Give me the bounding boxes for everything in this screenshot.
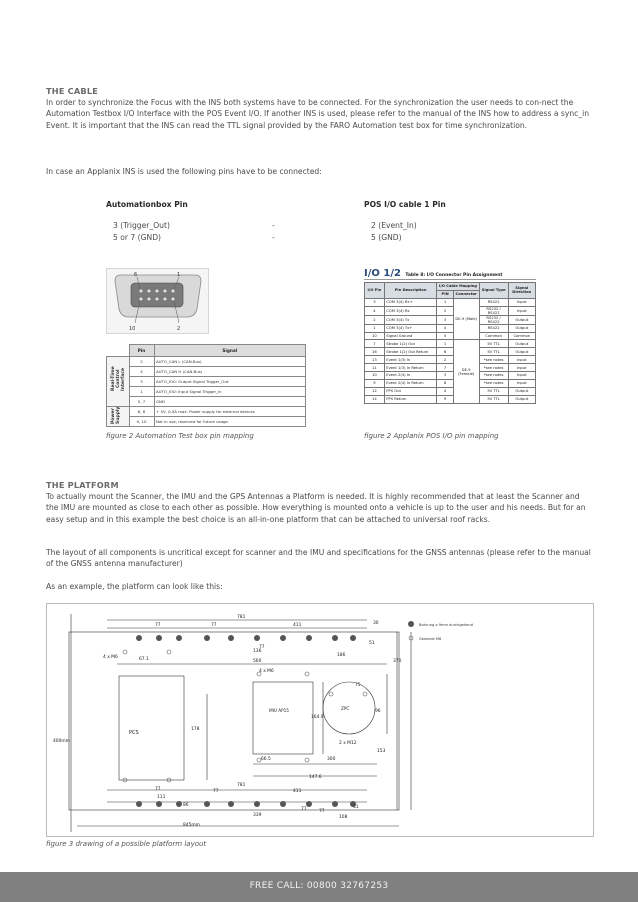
- svg-text:77: 77: [213, 789, 219, 794]
- svg-text:136: 136: [253, 649, 262, 654]
- svg-text:51: 51: [369, 641, 375, 646]
- automation-connector-image: [106, 268, 209, 334]
- cable-paragraph-1: In order to synchronize the Focus with the INS both systems have to be connected. For the synchronization the user needs to con-nect the Automation Testbox I/O Interface with the POS Event I/O. If another INS is used, please refer to the manual of the INS how to address a sync_in Event. It is important that the INS can read the TTL signal provided by the FARO Automation test box for time synchronization.: [46, 98, 590, 130]
- connector-male: DE-9 (Male): [453, 298, 479, 340]
- pin-left-1: 3 (Trigger_Out): [113, 221, 170, 230]
- table-row: 11 Event 1(3) In Return 7 *see notes Input: [365, 364, 536, 372]
- group-realtime: Real-Time Control Interface: [107, 357, 130, 407]
- legend-thread: Gewinde M6: [419, 637, 442, 641]
- platform-paragraph-2: The layout of all components is uncritical except for scanner and the IMU and specifications for the GNSS antennas (please refer to the manual of the GNSS antenna manufacturer): [46, 548, 591, 569]
- svg-text:77: 77: [301, 807, 307, 812]
- table-row: 16 Strobe 1(2) Out Return 6 5V TTL Output: [365, 348, 536, 356]
- svg-text:781: 781: [237, 615, 246, 620]
- pos-figure-title: I/O 1/2: [364, 268, 401, 279]
- imu-box: [253, 682, 313, 754]
- platform-drawing: [46, 603, 594, 837]
- legend-hole-icon: [408, 621, 414, 627]
- table-row: 7 Strobe 1(2) Out 1 DE-9 (Female) 5V TTL Output: [365, 340, 536, 348]
- pin-label-bottom-right: 2: [177, 326, 181, 332]
- svg-text:77: 77: [259, 645, 265, 650]
- table-row: 14 PPS Return 9 5V TTL Output: [365, 395, 536, 403]
- table-row: 2 COM 3(4) Tx 3 RS232 / RS422 Output: [365, 315, 536, 324]
- pcs-box: [119, 676, 184, 780]
- automation-pin-table: Pin Signal Real-Time Control Interface 2 AUTO_CAN L (CAN-Bus) 4 AUTO_CAN H (CAN-Bus) 3 AUTO_IO0: Output Signal Trigger_Out 1 AUTO_IO0: Input Signal Trigger_In 5, 7 GND Power Supply 6, 8 + 5V, 0.5A max. Power supply for external devices 9, 10 Not in use, reserved for future usage.: [106, 344, 306, 427]
- svg-text:4 x M6: 4 x M6: [259, 669, 274, 674]
- legend-hole: Bohrung ⌀ 9mm durchgehend: [419, 623, 473, 627]
- svg-text:96: 96: [375, 709, 381, 714]
- table-row: 3 COM 3(4) Rx+ 1 DE-9 (Male) RS422 Input: [365, 298, 536, 306]
- platform-plate: [69, 632, 399, 810]
- platform-drawing-svg: [47, 604, 593, 836]
- pin-label-top-left: 6: [134, 272, 138, 278]
- footer-bar: [0, 872, 638, 902]
- table-row: 12 PPS Out 4 5V TTL Output: [365, 387, 536, 395]
- svg-text:67.1: 67.1: [139, 657, 149, 662]
- svg-text:560: 560: [253, 659, 262, 664]
- table-row: 6, 8: [129, 407, 154, 417]
- svg-text:845mm: 845mm: [183, 823, 200, 828]
- footer-free-call: FREE CALL: 00800 32767253: [249, 881, 389, 891]
- svg-text:178: 178: [191, 727, 200, 732]
- svg-text:370: 370: [393, 659, 402, 664]
- svg-text:400mm: 400mm: [53, 739, 70, 744]
- pcs-label: PCS: [129, 730, 139, 736]
- pin-sep-1: -: [272, 221, 275, 230]
- platform-heading: THE PLATFORM: [46, 480, 119, 490]
- table-row: 2: [129, 357, 154, 367]
- connector-drawing: [107, 269, 208, 333]
- col-signal: Signal: [154, 345, 306, 357]
- svg-text:2 x M12: 2 x M12: [339, 741, 357, 746]
- automation-pin-table-wrap: [106, 344, 306, 427]
- col-pin: Pin: [129, 345, 154, 357]
- pin-label-bottom-left: 10: [129, 326, 136, 332]
- zpc-label: ZPC: [341, 706, 350, 711]
- platform-paragraph-1: To actually mount the Scanner, the IMU and the GPS Antennas a Platform is needed. It is highly recommended that at least the Scanner and the IMU are mounted as close to each other as possible. How everything is mounted onto a vehicle is up to the user and his needs. But for an easy setup and in this example the best choice is an all-in-one platform that can be attached to universal roof racks.: [46, 492, 586, 524]
- table-row: 4 COM 3(4) Rx 2 RS232 / RS422 Input: [365, 306, 536, 315]
- figure-caption-pos: figure 2 Applanix POS I/O pin mapping: [364, 432, 499, 440]
- figure-caption-platform: figure 3 drawing of a possible platform layout: [46, 840, 207, 848]
- svg-text:77: 77: [155, 787, 161, 792]
- automationbox-pin-title: Automationbox Pin: [106, 200, 188, 209]
- svg-text:66.5: 66.5: [261, 757, 271, 762]
- pin-label-top-right: 1: [177, 272, 181, 278]
- pin-left-2: 5 or 7 (GND): [113, 233, 162, 242]
- svg-text:153: 153: [377, 749, 386, 754]
- platform-paragraph-3: As an example, the platform can look like this:: [46, 582, 223, 591]
- table-row: 5, 7: [129, 397, 154, 407]
- cable-heading: THE CABLE: [46, 86, 99, 96]
- svg-text:77: 77: [319, 809, 325, 814]
- svg-text:186: 186: [337, 653, 346, 658]
- connector-female: DE-9 (Female): [453, 340, 479, 403]
- svg-text:30: 30: [373, 621, 379, 626]
- svg-text:147.6: 147.6: [309, 775, 322, 780]
- svg-text:75: 75: [355, 683, 361, 688]
- svg-text:339: 339: [253, 813, 262, 818]
- svg-text:77: 77: [211, 623, 217, 628]
- pos-pin-figure: [364, 268, 536, 404]
- svg-text:781: 781: [237, 783, 246, 788]
- table-row: 13 Event 1(3) In 2 *see notes Input: [365, 356, 536, 364]
- svg-text:411: 411: [293, 623, 302, 628]
- svg-text:77: 77: [155, 623, 161, 628]
- table-row: 1 COM 3(4) Tx+ 4 RS422 Output: [365, 324, 536, 332]
- pin-sep-2: -: [272, 233, 275, 242]
- pos-pin-table: I/O Pin Pin Description I/O Cable Mapping Signal Type Signal Direction PIN Connector 3 COM 3(4) Rx+ 1 DE-9 (Male) RS422 Input 4 COM 3(4) Rx 2 RS232 / RS422 Input 2 COM 3(4) Tx 3 RS232 / RS422 Output 1 COM 3(4) Tx+ 4 RS422 Output 10 Signal Ground 5 Common Common 7 Strobe 1(2) Out 1 DE-9 (Female) 5V TTL Output 16 Strobe 1(2) Out Return 6 5V TTL Output 13 Event 1(3) In 2 *see notes Input 11 Event 1(3) In Return 7 *see notes Input 10 Event 2(4) In 3 *see notes Input 9 Event 2(4) In Return 8 *see notes Input 12 PPS Out 4 5V TTL Output 14 PPS Return 9 5V TTL Output: [364, 282, 536, 404]
- svg-text:300: 300: [327, 757, 336, 762]
- group-power: Power Supply: [107, 407, 130, 427]
- svg-text:108: 108: [339, 815, 348, 820]
- svg-text:411: 411: [293, 789, 302, 794]
- figure-caption-automation: figure 2 Automation Test box pin mapping: [106, 432, 254, 440]
- table-row: 10 Event 2(4) In 3 *see notes Input: [365, 372, 536, 380]
- table-row: 4: [129, 367, 154, 377]
- table-row: 10 Signal Ground 5 Common Common: [365, 332, 536, 340]
- pin-right-2: 5 (GND): [371, 233, 402, 242]
- pos-figure-subtitle: Table 8: I/O Connector Pin Assignment: [405, 273, 503, 278]
- table-row: 1: [129, 387, 154, 397]
- table-row: 3: [129, 377, 154, 387]
- svg-text:51: 51: [353, 805, 359, 810]
- svg-text:86: 86: [183, 803, 189, 808]
- svg-text:164.9: 164.9: [311, 715, 324, 720]
- svg-text:111: 111: [157, 795, 166, 800]
- cable-paragraph-2: In case an Applanix INS is used the following pins have to be connected:: [46, 167, 322, 176]
- table-row: 9, 10: [129, 417, 154, 427]
- pin-right-1: 2 (Event_In): [371, 221, 417, 230]
- svg-text:4 x M6: 4 x M6: [103, 655, 118, 660]
- pos-cable-pin-title: POS I/O cable 1 Pin: [364, 200, 446, 209]
- imu-label: IMU AP15: [269, 708, 289, 713]
- table-row: 9 Event 2(4) In Return 8 *see notes Input: [365, 379, 536, 387]
